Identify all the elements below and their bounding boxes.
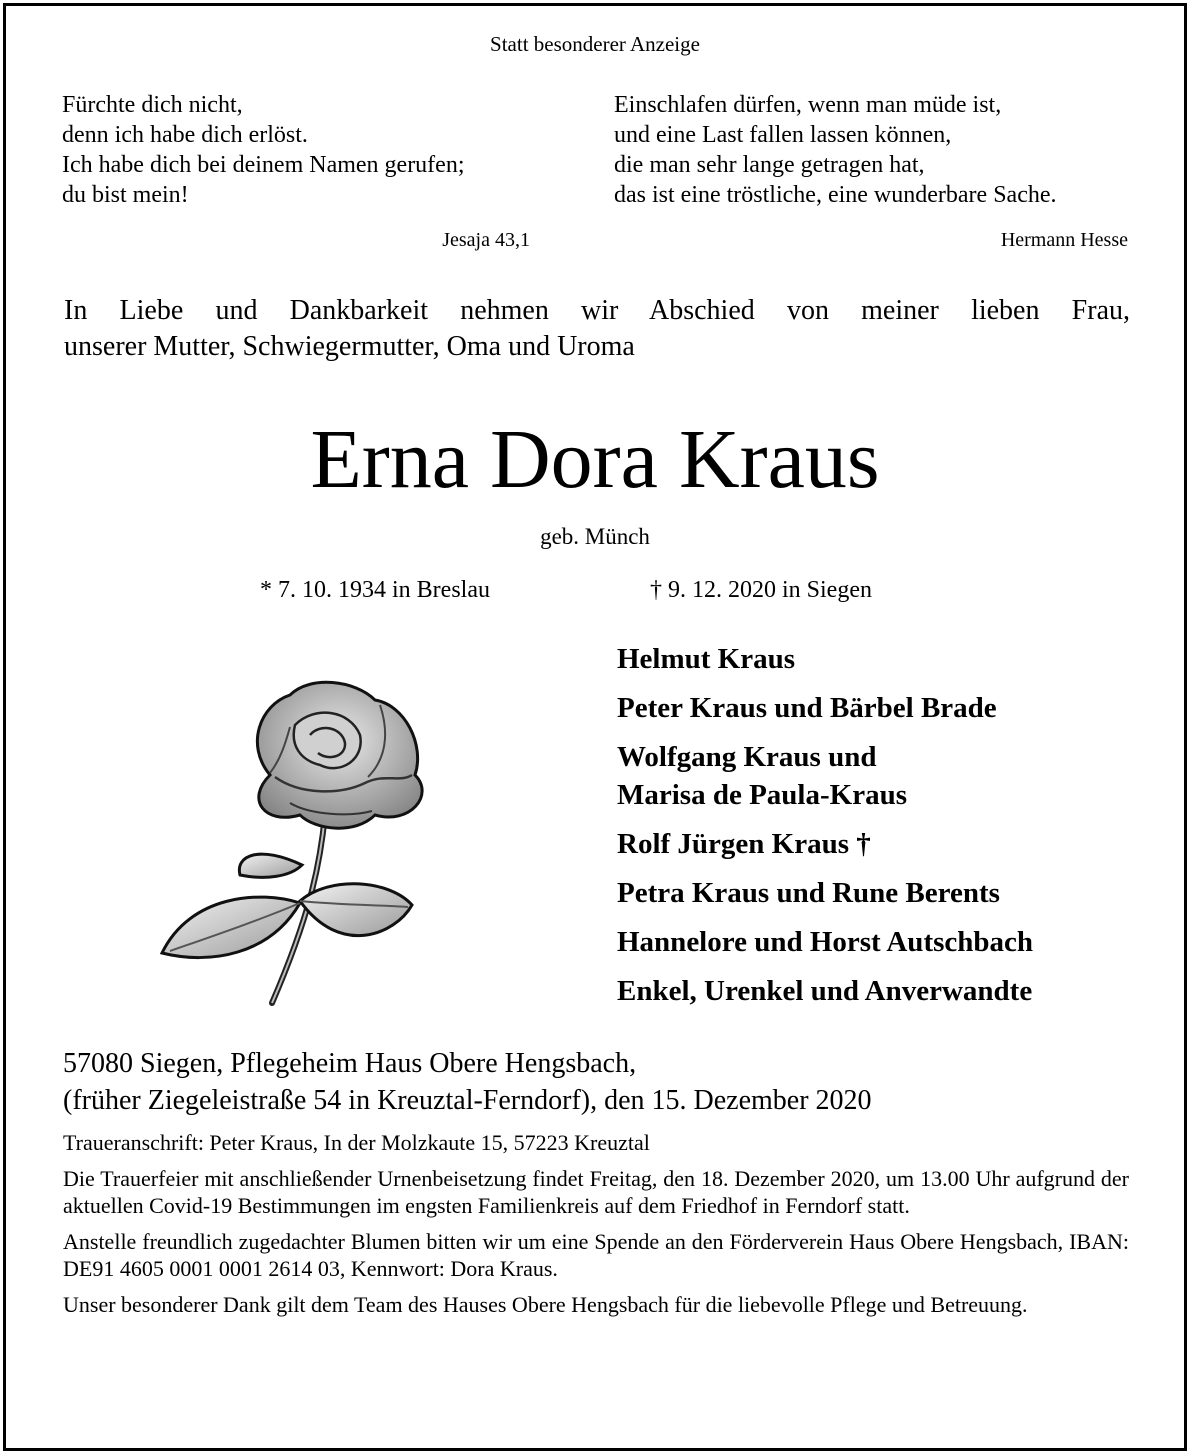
intro-line: unserer Mutter, Schwiegermutter, Oma und Uroma [64, 331, 635, 362]
mourner-name: Rolf Jürgen Kraus † [617, 828, 871, 860]
verse-line: das ist eine tröstliche, eine wunderbare Sache. [614, 182, 1057, 208]
verse-line: Einschlafen dürfen, wenn man müde ist, [614, 92, 1002, 118]
verse-right [614, 90, 1154, 210]
maiden-name: geb. Münch [540, 524, 650, 549]
mourner-name: Peter Kraus und Bärbel Brade [617, 692, 997, 724]
mourner-name: Hannelore und Horst Autschbach [617, 926, 1034, 958]
verse-line: und eine Last fallen lassen können, [614, 122, 952, 148]
mourner-name: Petra Kraus und Rune Berents [617, 877, 1000, 909]
mourners-list [617, 640, 1157, 1021]
mourner-name: Wolfgang Kraus und [617, 741, 877, 773]
verse-left [62, 90, 542, 210]
birth-date: * 7. 10. 1934 in Breslau [260, 577, 490, 603]
verse-line: denn ich habe dich erlöst. [62, 122, 308, 148]
address-block [63, 1045, 1143, 1119]
death-date: † 9. 12. 2020 in Siegen [650, 577, 872, 603]
funeral-info: Die Trauerfeier mit anschließender Urnenbeisetzung findet Freitag, den 18. Dezember 2020, um 13.00 Uhr aufgrund der aktuellen Covid-19 Bestimmungen im engsten Familienkreis auf dem Friedhof in Ferndorf statt. [63, 1166, 1129, 1218]
mourner-name: Helmut Kraus [617, 643, 796, 675]
address-line: 57080 Siegen, Pflegeheim Haus Obere Hengsbach, [63, 1048, 637, 1079]
deceased-name: Erna Dora Kraus [310, 413, 880, 506]
header-notice: Statt besonderer Anzeige [490, 32, 700, 56]
verse-left-source: Jesaja 43,1 [442, 229, 530, 251]
thanks-note: Unser besonderer Dank gilt dem Team des Hauses Obere Hengsbach für die liebevolle Pflege und Betreuung. [63, 1292, 1028, 1317]
verse-line: die man sehr lange getragen hat, [614, 152, 925, 178]
intro-line: In Liebe und Dankbarkeit nehmen wir Abschied von meiner lieben Frau, [64, 295, 1130, 326]
verse-right-source: Hermann Hesse [1000, 229, 1128, 251]
address-line: (früher Ziegeleistraße 54 in Kreuztal-Ferndorf), den 15. Dezember 2020 [63, 1085, 872, 1116]
verse-line: du bist mein! [62, 182, 189, 208]
donation-info: Anstelle freundlich zugedachter Blumen bitten wir um eine Spende an den Förderverein Haus Obere Hengsbach, IBAN: DE91 4605 0001 0001 2614 03, Kennwort: Dora Kraus. [63, 1229, 1129, 1281]
rose-icon [150, 665, 460, 1010]
mourning-address: Traueranschrift: Peter Kraus, In der Molzkaute 15, 57223 Kreuztal [63, 1130, 650, 1155]
intro-text [64, 293, 1130, 365]
mourner-name: Marisa de Paula-Kraus [617, 779, 907, 811]
verse-line: Ich habe dich bei deinem Namen gerufen; [62, 152, 465, 178]
notes-block [63, 1129, 1129, 1327]
verse-line: Fürchte dich nicht, [62, 92, 243, 118]
mourner-name: Enkel, Urenkel und Anverwandte [617, 975, 1033, 1007]
